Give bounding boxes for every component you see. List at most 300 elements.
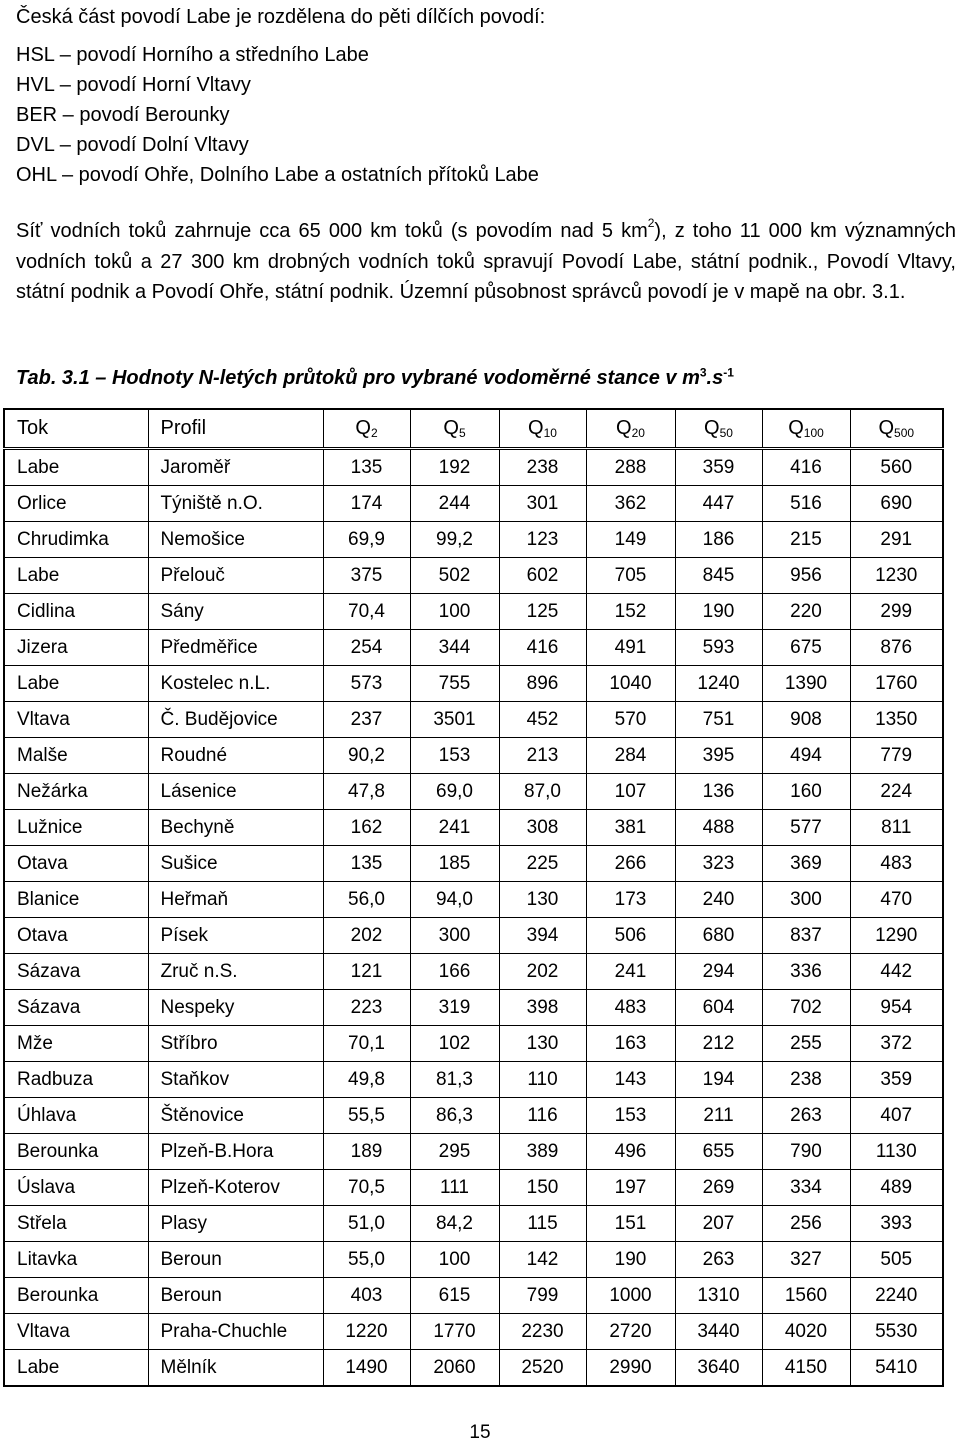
table-row [4,1278,943,1314]
cell-value: 675 [762,630,850,666]
cell-value: 4150 [762,1350,850,1387]
caption-text: Tab. 3.1 – Hodnoty N-letých průtoků pro vybrané vodoměrné stance v m [16,367,700,389]
cell-value: 452 [499,702,586,738]
cell-value: 130 [499,882,586,918]
table-row [4,594,943,630]
cell-tok: Sázava [4,954,148,990]
paragraph-text-b: ), z toho 11 000 km významných vodních toků a 27 300 km drobných vodních toků spravují Povodí Labe, státní podnik., Povodí Vltavy, státní podnik a Povodí Ohře, státní podnik. Územní působnost správců povodí je v mapě na obr. 3.1. [16,220,956,303]
cell-value: 359 [850,1062,943,1098]
cell-profil: Staňkov [148,1062,323,1098]
cell-profil: Č. Budějovice [148,702,323,738]
column-header-subscript: 500 [894,426,915,440]
cell-value: 213 [499,738,586,774]
cell-value: 751 [675,702,762,738]
cell-value: 69,9 [323,522,410,558]
cell-value: 403 [323,1278,410,1314]
cell-value: 845 [675,558,762,594]
cell-tok: Berounka [4,1278,148,1314]
cell-value: 483 [586,990,675,1026]
cell-tok: Vltava [4,1314,148,1350]
cell-value: 3640 [675,1350,762,1387]
basin-item: HVL – povodí Horní Vltavy [16,74,251,96]
cell-value: 702 [762,990,850,1026]
cell-value: 1560 [762,1278,850,1314]
cell-profil: Nespeky [148,990,323,1026]
cell-value: 123 [499,522,586,558]
cell-value: 1240 [675,666,762,702]
cell-value: 593 [675,630,762,666]
basin-item: OHL – povodí Ohře, Dolního Labe a ostatních přítoků Labe [16,164,539,186]
cell-value: 2520 [499,1350,586,1387]
cell-value: 152 [586,594,675,630]
cell-value: 121 [323,954,410,990]
cell-value: 790 [762,1134,850,1170]
cell-value: 51,0 [323,1206,410,1242]
cell-value: 496 [586,1134,675,1170]
cell-value: 1040 [586,666,675,702]
table-row [4,882,943,918]
cell-value: 220 [762,594,850,630]
cell-value: 1490 [323,1350,410,1387]
cell-value: 1130 [850,1134,943,1170]
cell-value: 1770 [410,1314,499,1350]
cell-value: 494 [762,738,850,774]
column-header-subscript: 100 [803,426,824,440]
cell-value: 300 [762,882,850,918]
cell-value: 90,2 [323,738,410,774]
cell-value: 266 [586,846,675,882]
cell-value: 197 [586,1170,675,1206]
column-header [323,409,410,449]
cell-value: 837 [762,918,850,954]
cell-value: 359 [675,449,762,486]
table-row [4,449,943,486]
cell-value: 3440 [675,1314,762,1350]
table-row [4,486,943,522]
cell-value: 896 [499,666,586,702]
cell-value: 3501 [410,702,499,738]
cell-tok: Lužnice [4,810,148,846]
cell-value: 111 [410,1170,499,1206]
cell-value: 47,8 [323,774,410,810]
cell-value: 294 [675,954,762,990]
cell-value: 799 [499,1278,586,1314]
basin-item: DVL – povodí Dolní Vltavy [16,134,249,156]
cell-value: 87,0 [499,774,586,810]
cell-value: 240 [675,882,762,918]
cell-value: 225 [499,846,586,882]
column-header-label: Q [355,417,371,439]
cell-value: 690 [850,486,943,522]
table-caption [16,364,734,392]
column-header [850,409,943,449]
cell-value: 416 [762,449,850,486]
cell-tok: Mže [4,1026,148,1062]
cell-value: 319 [410,990,499,1026]
cell-profil: Plasy [148,1206,323,1242]
cell-value: 223 [323,990,410,1026]
cell-value: 394 [499,918,586,954]
cell-value: 94,0 [410,882,499,918]
cell-value: 135 [323,846,410,882]
cell-value: 163 [586,1026,675,1062]
cell-value: 956 [762,558,850,594]
cell-value: 5410 [850,1350,943,1387]
cell-value: 56,0 [323,882,410,918]
cell-value: 393 [850,1206,943,1242]
cell-value: 151 [586,1206,675,1242]
cell-value: 1220 [323,1314,410,1350]
cell-value: 301 [499,486,586,522]
body-paragraph [16,216,956,308]
cell-profil: Beroun [148,1242,323,1278]
cell-value: 81,3 [410,1062,499,1098]
cell-value: 755 [410,666,499,702]
column-header-subscript: 20 [631,426,645,440]
cell-tok: Labe [4,666,148,702]
cell-value: 2230 [499,1314,586,1350]
cell-value: 1230 [850,558,943,594]
cell-value: 954 [850,990,943,1026]
table-row [4,1314,943,1350]
cell-profil: Týniště n.O. [148,486,323,522]
cell-value: 69,0 [410,774,499,810]
column-header-label: Tok [17,417,49,439]
cell-value: 570 [586,702,675,738]
cell-value: 491 [586,630,675,666]
cell-value: 143 [586,1062,675,1098]
cell-value: 604 [675,990,762,1026]
cell-tok: Chrudimka [4,522,148,558]
column-header [675,409,762,449]
cell-value: 344 [410,630,499,666]
cell-value: 263 [675,1242,762,1278]
cell-tok: Litavka [4,1242,148,1278]
cell-value: 125 [499,594,586,630]
cell-value: 173 [586,882,675,918]
cell-value: 2720 [586,1314,675,1350]
cell-value: 100 [410,1242,499,1278]
cell-profil: Lásenice [148,774,323,810]
caption-superscript-2: -1 [723,365,734,380]
cell-value: 211 [675,1098,762,1134]
column-header-label: Q [878,417,895,439]
cell-value: 1310 [675,1278,762,1314]
table-row [4,1026,943,1062]
cell-value: 505 [850,1242,943,1278]
cell-value: 1760 [850,666,943,702]
cell-value: 194 [675,1062,762,1098]
cell-value: 2060 [410,1350,499,1387]
cell-value: 237 [323,702,410,738]
cell-value: 811 [850,810,943,846]
table-header-row [4,409,943,449]
cell-value: 502 [410,558,499,594]
paragraph-text-a: Síť vodních toků zahrnuje cca 65 000 km toků (s povodím nad 5 km [16,220,648,242]
cell-profil: Beroun [148,1278,323,1314]
cell-value: 334 [762,1170,850,1206]
cell-value: 389 [499,1134,586,1170]
cell-profil: Jaroměř [148,449,323,486]
cell-value: 269 [675,1170,762,1206]
cell-value: 86,3 [410,1098,499,1134]
column-header-label: Q [788,417,804,439]
cell-profil: Plzeň-B.Hora [148,1134,323,1170]
column-header-label: Profil [160,417,207,439]
cell-value: 150 [499,1170,586,1206]
cell-value: 241 [410,810,499,846]
cell-profil: Bechyně [148,810,323,846]
cell-value: 381 [586,810,675,846]
intro-text: Česká část povodí Labe je rozdělena do pěti dílčích povodí: [16,6,546,28]
table-row [4,1242,943,1278]
cell-value: 291 [850,522,943,558]
cell-value: 362 [586,486,675,522]
cell-value: 238 [499,449,586,486]
column-header-subscript: 2 [370,426,378,440]
cell-value: 876 [850,630,943,666]
column-header-label: Q [616,417,632,439]
table-row [4,1062,943,1098]
table-row [4,522,943,558]
flow-table [3,408,944,1387]
cell-profil: Předměřice [148,630,323,666]
table-row [4,702,943,738]
cell-profil: Roudné [148,738,323,774]
cell-tok: Otava [4,918,148,954]
cell-value: 136 [675,774,762,810]
table-row [4,1170,943,1206]
cell-value: 254 [323,630,410,666]
cell-profil: Heřmaň [148,882,323,918]
cell-value: 2990 [586,1350,675,1387]
cell-value: 84,2 [410,1206,499,1242]
cell-value: 255 [762,1026,850,1062]
cell-value: 1000 [586,1278,675,1314]
cell-value: 308 [499,810,586,846]
cell-value: 506 [586,918,675,954]
cell-value: 577 [762,810,850,846]
table-row [4,990,943,1026]
cell-value: 212 [675,1026,762,1062]
cell-value: 5530 [850,1314,943,1350]
cell-value: 372 [850,1026,943,1062]
cell-profil: Štěnovice [148,1098,323,1134]
basin-list [16,40,539,190]
page-number: 15 [469,1422,491,1443]
cell-value: 395 [675,738,762,774]
cell-value: 244 [410,486,499,522]
table-row [4,1350,943,1387]
table-row [4,846,943,882]
column-header [762,409,850,449]
table-row [4,666,943,702]
column-header [499,409,586,449]
table-row [4,1098,943,1134]
cell-value: 602 [499,558,586,594]
cell-tok: Otava [4,846,148,882]
cell-value: 295 [410,1134,499,1170]
cell-value: 110 [499,1062,586,1098]
cell-value: 263 [762,1098,850,1134]
cell-tok: Labe [4,449,148,486]
cell-value: 4020 [762,1314,850,1350]
caption-text-mid: .s [706,367,724,389]
cell-value: 560 [850,449,943,486]
cell-value: 224 [850,774,943,810]
cell-value: 202 [499,954,586,990]
cell-value: 488 [675,810,762,846]
cell-value: 192 [410,449,499,486]
cell-value: 153 [586,1098,675,1134]
cell-value: 1350 [850,702,943,738]
cell-value: 573 [323,666,410,702]
cell-tok: Malše [4,738,148,774]
column-header-subscript: 5 [458,426,466,440]
column-header [4,409,148,449]
cell-value: 336 [762,954,850,990]
column-header [148,409,323,449]
caption-superscript-1: 3 [699,365,707,380]
cell-profil: Sány [148,594,323,630]
cell-value: 99,2 [410,522,499,558]
column-header-subscript: 10 [543,426,557,440]
cell-value: 149 [586,522,675,558]
cell-value: 107 [586,774,675,810]
cell-tok: Úhlava [4,1098,148,1134]
cell-value: 190 [586,1242,675,1278]
column-header-label: Q [704,417,720,439]
table-row [4,1206,943,1242]
cell-value: 70,5 [323,1170,410,1206]
cell-value: 655 [675,1134,762,1170]
cell-value: 908 [762,702,850,738]
cell-value: 2240 [850,1278,943,1314]
cell-tok: Blanice [4,882,148,918]
cell-value: 489 [850,1170,943,1206]
cell-tok: Labe [4,558,148,594]
cell-tok: Berounka [4,1134,148,1170]
cell-value: 705 [586,558,675,594]
cell-value: 115 [499,1206,586,1242]
cell-tok: Sázava [4,990,148,1026]
cell-value: 779 [850,738,943,774]
cell-value: 300 [410,918,499,954]
cell-value: 516 [762,486,850,522]
table-row [4,954,943,990]
basin-item: HSL – povodí Horního a středního Labe [16,44,369,66]
cell-value: 207 [675,1206,762,1242]
cell-profil: Praha-Chuchle [148,1314,323,1350]
table-row [4,558,943,594]
paragraph-superscript: 2 [647,216,655,231]
cell-value: 100 [410,594,499,630]
cell-value: 190 [675,594,762,630]
cell-value: 238 [762,1062,850,1098]
cell-tok: Vltava [4,702,148,738]
cell-value: 284 [586,738,675,774]
cell-profil: Stříbro [148,1026,323,1062]
cell-value: 483 [850,846,943,882]
cell-profil: Zruč n.S. [148,954,323,990]
cell-tok: Jizera [4,630,148,666]
cell-value: 166 [410,954,499,990]
cell-value: 447 [675,486,762,522]
cell-value: 398 [499,990,586,1026]
table-row [4,1134,943,1170]
cell-profil: Kostelec n.L. [148,666,323,702]
cell-value: 162 [323,810,410,846]
cell-tok: Nežárka [4,774,148,810]
column-header-subscript: 50 [719,426,733,440]
cell-value: 442 [850,954,943,990]
column-header [586,409,675,449]
cell-value: 288 [586,449,675,486]
cell-value: 256 [762,1206,850,1242]
cell-value: 70,4 [323,594,410,630]
cell-tok: Střela [4,1206,148,1242]
cell-value: 470 [850,882,943,918]
cell-value: 680 [675,918,762,954]
cell-tok: Orlice [4,486,148,522]
cell-value: 160 [762,774,850,810]
cell-value: 416 [499,630,586,666]
cell-profil: Písek [148,918,323,954]
cell-value: 299 [850,594,943,630]
cell-value: 116 [499,1098,586,1134]
table-row [4,774,943,810]
cell-profil: Plzeň-Koterov [148,1170,323,1206]
cell-value: 135 [323,449,410,486]
cell-value: 1290 [850,918,943,954]
cell-value: 323 [675,846,762,882]
cell-value: 174 [323,486,410,522]
cell-profil: Nemošice [148,522,323,558]
cell-value: 70,1 [323,1026,410,1062]
cell-value: 202 [323,918,410,954]
table-row [4,810,943,846]
cell-tok: Labe [4,1350,148,1387]
cell-value: 615 [410,1278,499,1314]
cell-value: 375 [323,558,410,594]
cell-tok: Cidlina [4,594,148,630]
cell-value: 407 [850,1098,943,1134]
cell-value: 55,0 [323,1242,410,1278]
cell-value: 186 [675,522,762,558]
cell-value: 55,5 [323,1098,410,1134]
cell-value: 153 [410,738,499,774]
cell-profil: Přelouč [148,558,323,594]
cell-value: 369 [762,846,850,882]
basin-item: BER – povodí Berounky [16,104,230,126]
cell-value: 102 [410,1026,499,1062]
column-header-label: Q [528,417,544,439]
column-header-label: Q [443,417,459,439]
cell-value: 130 [499,1026,586,1062]
cell-value: 49,8 [323,1062,410,1098]
cell-value: 189 [323,1134,410,1170]
cell-value: 241 [586,954,675,990]
cell-tok: Úslava [4,1170,148,1206]
table-row [4,918,943,954]
cell-value: 142 [499,1242,586,1278]
cell-profil: Sušice [148,846,323,882]
cell-value: 327 [762,1242,850,1278]
table-row [4,738,943,774]
table-row [4,630,943,666]
cell-profil: Mělník [148,1350,323,1387]
cell-value: 185 [410,846,499,882]
